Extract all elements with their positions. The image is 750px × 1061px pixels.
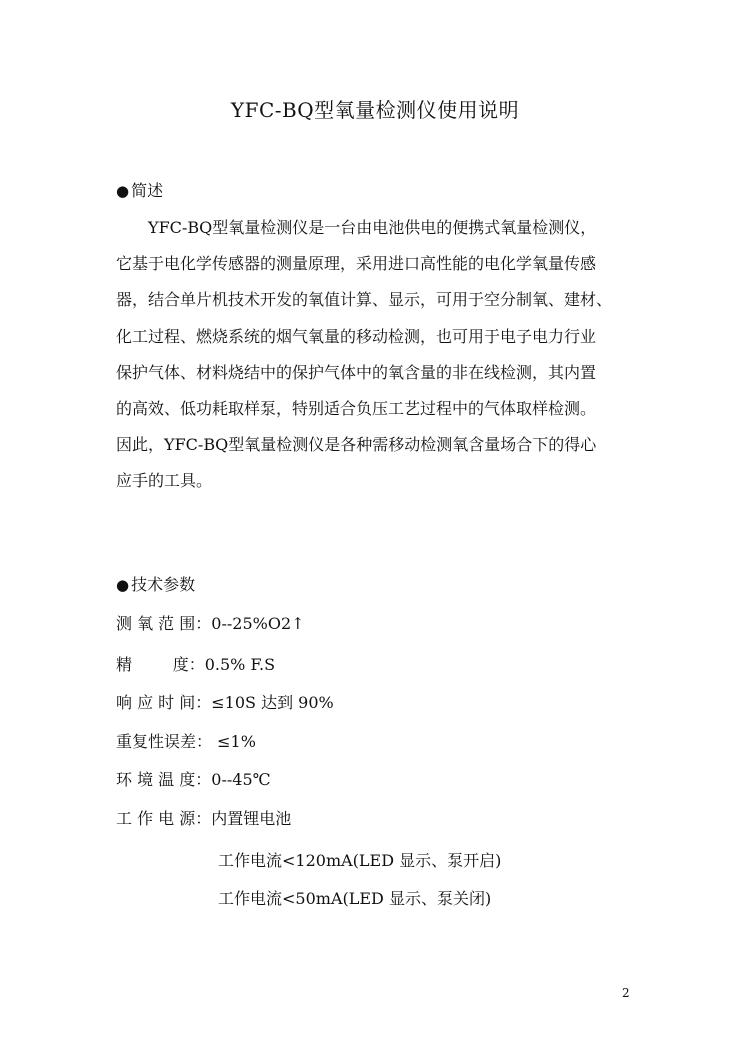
paragraph-line: 器，结合单片机技术开发的氧值计算、显示，可用于空分制氧、建材、 [116,290,613,310]
spec-label: 重复性误差： [116,732,213,751]
spec-value: ≤1% [212,732,256,751]
spec-ambient-temp [116,767,271,790]
spec-label: 精 度： [116,655,205,674]
spec-label: 测 氧 范 围： [116,614,212,633]
paragraph-line: 化工过程、燃烧系统的烟气氧量的移动检测，也可用于电子电力行业 [116,326,597,346]
paragraph-line: 它基于电化学传感器的测量原理，采用进口高性能的电化学氧量传感 [116,254,597,274]
spec-value: 0--25%O2↑ [211,614,305,633]
spec-value: 内置锂电池 [211,809,292,828]
spec-response-time [116,690,334,713]
spec-value: 0.5% F.S [204,655,276,674]
paragraph-line: 应手的工具。 [116,471,213,491]
spec-accuracy [116,652,275,675]
overview-paragraph [116,210,648,500]
paragraph-line: 的高效、低功耗取样泵，特别适合负压工艺过程中的气体取样检测。 [116,399,597,419]
specs-heading [116,572,195,595]
specs-heading-text: 技术参数 [131,575,196,594]
overview-heading [116,178,163,201]
spec-label: 响 应 时 间： [116,693,212,712]
spec-repeatability [116,729,256,752]
spec-oxygen-range [116,611,305,634]
spec-label: 环 境 温 度： [116,770,212,789]
bullet-icon: ● [116,576,130,594]
spec-label: 工 作 电 源： [116,809,212,828]
spec-value: ≤10S 达到 90% [211,693,334,712]
spec-current-pump-off: 工作电流<50mA(LED 显示、泵关闭) [218,889,492,908]
page-number: 2 [622,986,630,1000]
paragraph-line: YFC-BQ型氧量检测仪是一台由电池供电的便携式氧量检测仪， [148,218,597,237]
paragraph-line: 保护气体、材料烧结中的保护气体中的氧含量的非在线检测，其内置 [116,362,597,382]
document-title: YFC-BQ型氧量检测仪使用说明 [230,98,520,122]
paragraph-line: 因此，YFC-BQ型氧量检测仪是各种需移动检测氧含量场合下的得心 [116,435,597,455]
spec-power-source [116,806,291,829]
spec-current-pump-on: 工作电流<120mA(LED 显示、泵开启) [218,851,502,870]
overview-heading-text: 简述 [131,181,164,200]
bullet-icon: ● [116,182,130,200]
spec-value: 0--45℃ [211,770,271,789]
